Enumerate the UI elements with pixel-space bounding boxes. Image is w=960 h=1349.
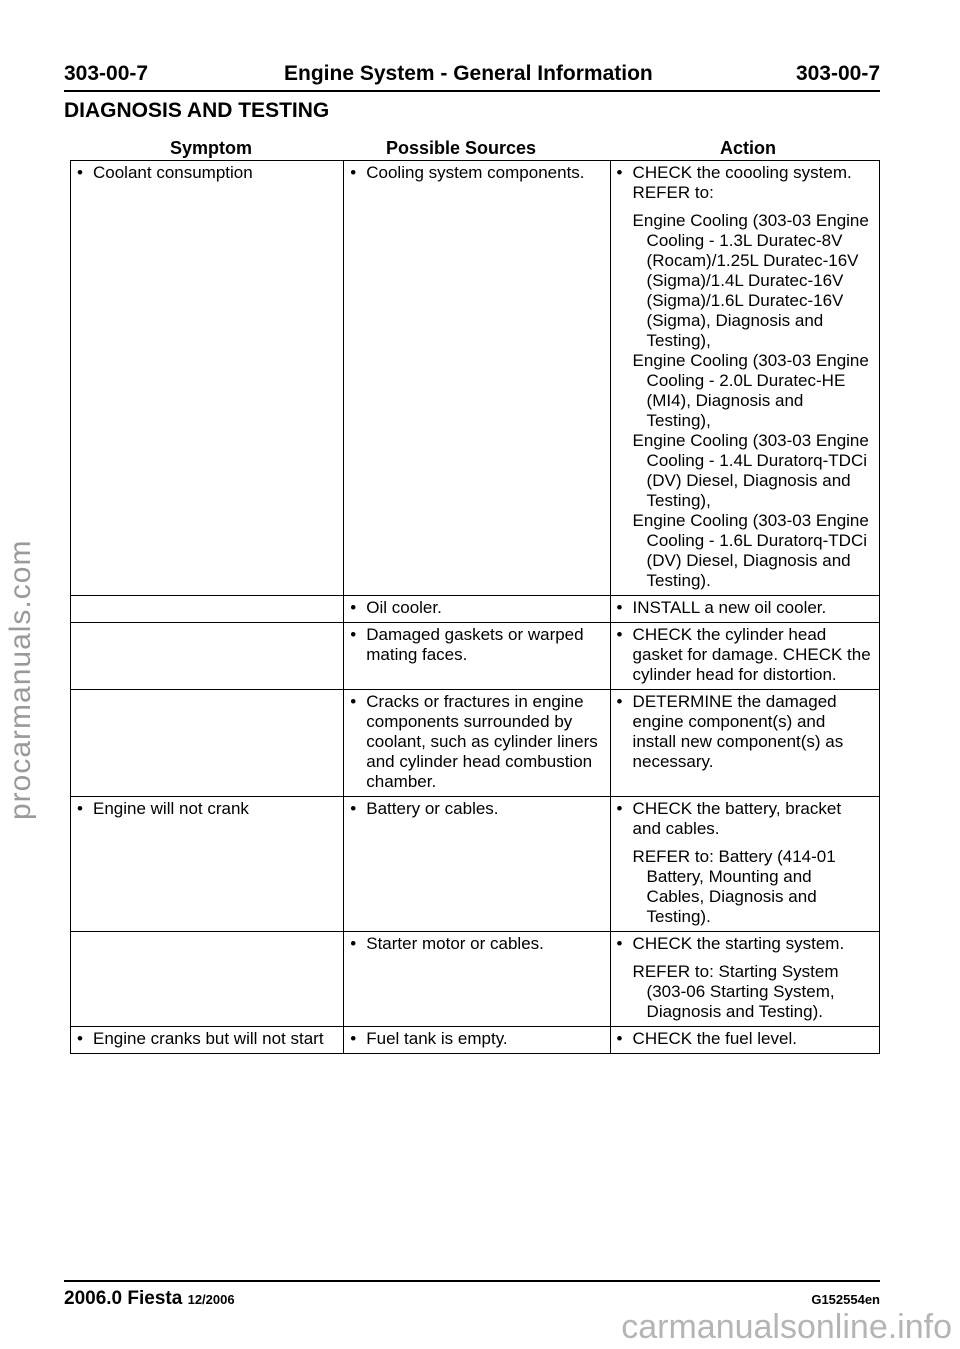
symptom-cell: • Engine cranks but will not start bbox=[71, 1027, 344, 1054]
action-cell: • CHECK the starting system. REFER to: Starting System (303-06 Starting System, Diagnosis and Testing). bbox=[610, 932, 879, 1027]
table-row bbox=[71, 161, 880, 596]
bottom-watermark: carmanualsonline.info bbox=[621, 1308, 952, 1346]
action-cell: • INSTALL a new oil cooler. bbox=[610, 596, 879, 623]
source-text: Battery or cables. bbox=[366, 799, 499, 818]
symptom-text: Engine cranks but will not start bbox=[93, 1029, 324, 1048]
symptom-text: Engine will not crank bbox=[93, 799, 249, 818]
page-number-left: 303-00-7 bbox=[64, 62, 149, 85]
source-cell: • Battery or cables. bbox=[344, 797, 610, 932]
action-cell: • CHECK the cylinder head gasket for damage. CHECK the cylinder head for distortion. bbox=[610, 623, 879, 690]
symptom-cell bbox=[71, 690, 344, 797]
source-text: Oil cooler. bbox=[366, 598, 442, 617]
reference-link[interactable]: REFER to: Starting System (303-06 Starting System, Diagnosis and Testing). bbox=[632, 962, 839, 1021]
side-watermark: procarmanuals.com bbox=[4, 539, 37, 820]
source-text: Starter motor or cables. bbox=[366, 934, 544, 953]
page-header bbox=[64, 60, 880, 92]
footer-model: 2006.0 Fiesta 12/2006 bbox=[64, 1288, 235, 1309]
page-header-title: Engine System - General Information bbox=[284, 62, 653, 85]
table-row bbox=[71, 690, 880, 797]
footer-date: 12/2006 bbox=[187, 1292, 235, 1307]
source-cell: • Fuel tank is empty. bbox=[344, 1027, 610, 1054]
symptom-cell bbox=[71, 596, 344, 623]
table-column-headers bbox=[64, 138, 880, 160]
action-cell: • CHECK the battery, bracket and cables. REFER to: Battery (414-01 Battery, Mounting and Cables, Diagnosis and Testing). bbox=[610, 797, 879, 932]
symptom-cell bbox=[71, 623, 344, 690]
source-text: Damaged gaskets or warped mating faces. bbox=[366, 625, 584, 664]
action-text: CHECK the battery, bracket and cables. bbox=[632, 799, 842, 838]
reference-link[interactable]: Engine Cooling (303-03 Engine Cooling - 1.4L Duratorq-TDCi (DV) Diesel, Diagnosis and Testing), bbox=[632, 431, 869, 510]
reference-link[interactable]: Engine Cooling (303-03 Engine Cooling - 1.3L Duratec-8V (Rocam)/1.25L Duratec-16V (Sigma)/1.4L Duratec-16V (Sigma)/1.6L Duratec-16V (Sigma), Diagnosis and Testing), bbox=[632, 211, 869, 350]
action-text: CHECK the starting system. bbox=[632, 934, 845, 953]
source-text: Cooling system components. bbox=[366, 163, 585, 182]
action-text: CHECK the coooling system. REFER to: bbox=[632, 163, 852, 202]
source-cell: • Starter motor or cables. bbox=[344, 932, 610, 1027]
source-cell: • Damaged gaskets or warped mating faces. bbox=[344, 623, 610, 690]
reference-link[interactable]: Engine Cooling (303-03 Engine Cooling - 1.6L Duratorq-TDCi (DV) Diesel, Diagnosis and Testing). bbox=[632, 511, 869, 590]
section-title: DIAGNOSIS AND TESTING bbox=[64, 99, 330, 122]
table-row bbox=[71, 596, 880, 623]
source-cell: • Oil cooler. bbox=[344, 596, 610, 623]
action-text: CHECK the fuel level. bbox=[632, 1029, 797, 1048]
table-row bbox=[71, 932, 880, 1027]
action-text: CHECK the cylinder head gasket for damage. CHECK the cylinder head for distortion. bbox=[632, 625, 871, 684]
source-text: Fuel tank is empty. bbox=[366, 1029, 508, 1048]
reference-link[interactable]: Engine Cooling (303-03 Engine Cooling - 2.0L Duratec-HE (MI4), Diagnosis and Testing), bbox=[632, 351, 869, 430]
table-row bbox=[71, 797, 880, 932]
action-text: DETERMINE the damaged engine component(s) and install new component(s) as necessary. bbox=[632, 692, 844, 771]
table-row bbox=[71, 623, 880, 690]
column-header-action: Action bbox=[720, 138, 776, 158]
symptom-cell bbox=[71, 932, 344, 1027]
symptom-cell: • Coolant consumption bbox=[71, 161, 344, 596]
page-number-right: 303-00-7 bbox=[795, 62, 880, 85]
action-text: INSTALL a new oil cooler. bbox=[632, 598, 827, 617]
column-header-sources: Possible Sources bbox=[386, 138, 537, 158]
reference-list bbox=[633, 211, 871, 591]
source-text: Cracks or fractures in engine components surrounded by coolant, such as cylinder liners and cylinder head combustion chamber. bbox=[366, 692, 598, 791]
diagnosis-table bbox=[70, 160, 880, 1054]
footer-code: G152554en bbox=[811, 1292, 880, 1307]
source-cell: • Cooling system components. bbox=[344, 161, 610, 596]
column-header-symptom: Symptom bbox=[170, 138, 253, 158]
action-cell: • CHECK the coooling system. REFER to: Engine Cooling (303-03 Engine Cooling - 1.3L Duratec-8V (Rocam)/1.25L Duratec-16V (Sigma)/1.4L Duratec-16V (Sigma)/1.6L Duratec-16V (Sigma), Diagnosis and Testing), Engine Cooling (303-03 Engine Cooling - 2.0L Duratec-HE (MI4), Diagnosis and Testing), Engine Cooling (303-03 Engine Cooling - 1.4L Duratorq-TDCi (DV) Diesel, Diagnosis and Testing), Engine Cooling (303-03 Engine Cooling - 1.6L Duratorq-TDCi (DV) Diesel, Diagnosis and Testing). bbox=[610, 161, 879, 596]
action-cell: • CHECK the fuel level. bbox=[610, 1027, 879, 1054]
table-row bbox=[71, 1027, 880, 1054]
symptom-cell: • Engine will not crank bbox=[71, 797, 344, 932]
action-cell: • DETERMINE the damaged engine component(s) and install new component(s) as necessary. bbox=[610, 690, 879, 797]
source-cell: • Cracks or fractures in engine components surrounded by coolant, such as cylinder liners and cylinder head combustion chamber. bbox=[344, 690, 610, 797]
reference-link[interactable]: REFER to: Battery (414-01 Battery, Mounting and Cables, Diagnosis and Testing). bbox=[632, 847, 836, 926]
symptom-text: Coolant consumption bbox=[93, 163, 253, 182]
